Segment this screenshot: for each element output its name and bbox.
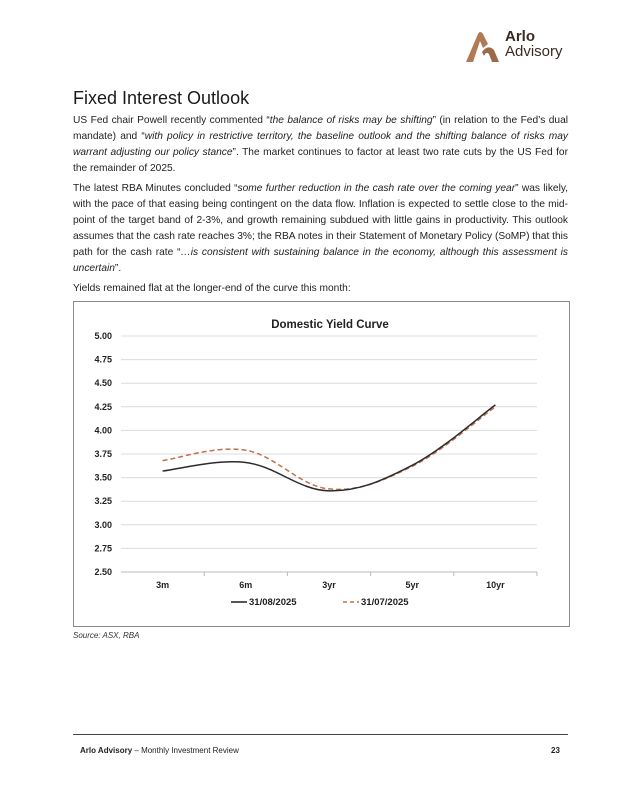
y-tick-label: 2.75 [94,543,112,554]
source-note: Source: ASX, RBA [73,631,140,640]
x-tick-label: 5yr [405,580,419,590]
text-run: ” (in relation to the Fed’s dual mandate) and “ [73,115,568,142]
footer-publication-title: – Monthly Investment Review [132,746,239,755]
footer-brand: Arlo Advisory [80,746,133,755]
quoted-text: the balance of risks may be shifting [269,115,433,126]
footer-publication [80,746,239,755]
x-tick-label: 6m [239,580,253,590]
y-tick-label: 3.25 [94,496,112,507]
text-run: ” was likely, with the pace of that easing being contingent on the data flow. Inflation is expected to settle close to the mid-point of the target band of 2-3%, and growth remaining subdued with little gains in productivity. This outlook assumes that the cash rate reaches 3%; the RBA notes in their Statement of Monetary Policy (SoMP) that this path for the cash rate “ [73,183,569,258]
text-run: The latest RBA Minutes concluded “ [73,183,238,194]
brand-logo [464,28,574,64]
text-run: ”. The market continues to factor at least two rate cuts by the US Fed for the remainder of 2025. [73,147,568,174]
legend-label: 31/07/2025 [361,597,409,608]
yield-curve-chart [73,301,570,627]
paragraph-fed [73,113,568,177]
paragraph-rba [73,181,568,277]
footer-divider [73,734,568,735]
y-tick-label: 3.50 [94,472,112,483]
paragraph-yields: Yields remained flat at the longer-end of the curve this month: [73,283,351,294]
x-tick-label: 3yr [322,580,336,590]
y-tick-label: 4.75 [94,354,112,365]
chart-legend [231,597,409,608]
y-tick-label: 3.75 [94,449,112,459]
legend-label: 31/08/2025 [249,597,297,608]
x-axis-ticks [156,572,537,590]
y-tick-label: 4.50 [94,378,112,389]
grid-lines [121,336,537,572]
y-tick-label: 2.50 [94,567,112,577]
arlo-logo-icon [464,30,500,64]
page-title: Fixed Interest Outlook [73,88,250,108]
y-axis-ticks [94,331,112,577]
y-tick-label: 5.00 [94,331,112,341]
y-tick-label: 3.00 [94,519,112,530]
y-tick-label: 4.25 [94,401,112,412]
brand-name-line2: Advisory [505,43,563,60]
quoted-text: some further reduction in the cash rate over the coming year [237,183,516,194]
chart-canvas [74,302,571,628]
chart-title: Domestic Yield Curve [271,319,389,331]
y-tick-label: 4.00 [94,425,112,436]
text-run: ”. [114,263,122,274]
text-run: US Fed chair Powell recently commented “ [73,115,270,126]
quoted-text: …is consistent with sustaining balance in the economy, although this assessment is uncertain [73,247,568,274]
x-tick-label: 10yr [486,580,505,590]
x-tick-label: 3m [156,580,170,590]
series-line-31-07-2025 [163,407,496,490]
brand-name-line1: Arlo [505,28,535,45]
quoted-text: with policy in restrictive territory, the baseline outlook and the shifting balance of risks may warrant adjusting our policy stance [73,131,568,158]
page-number: 23 [551,746,560,755]
